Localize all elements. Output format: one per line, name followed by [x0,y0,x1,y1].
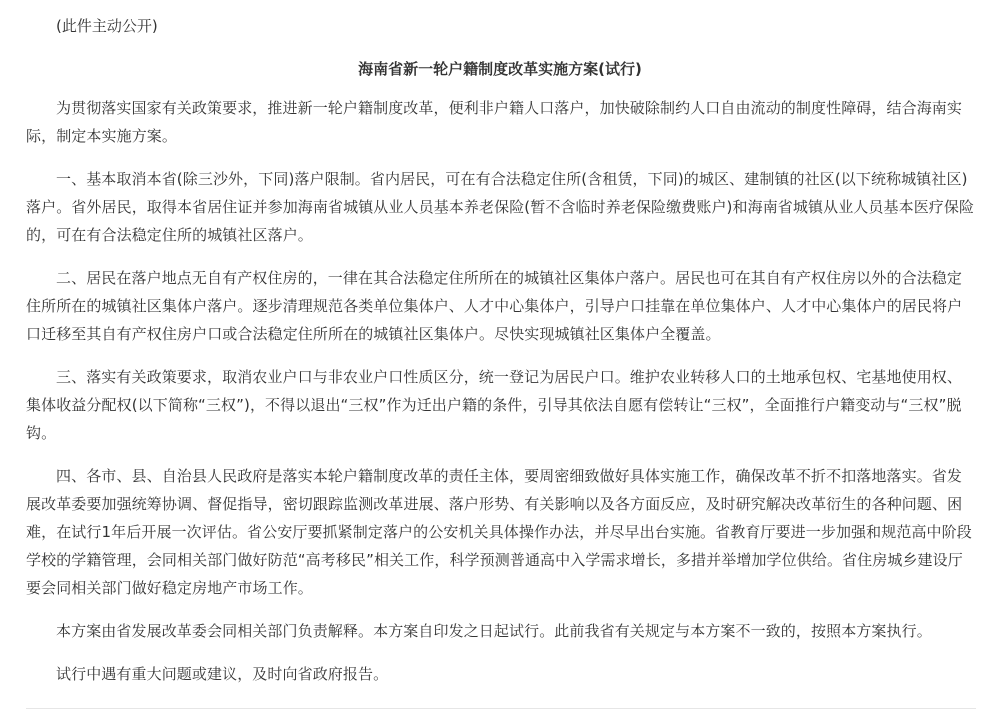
paragraph-item-2: 二、居民在落户地点无自有产权住房的，一律在其合法稳定住所所在的城镇社区集体户落户。居民也可在其自有产权住房以外的合法稳定住所所在的城镇社区集体户落户。逐步清理规范各类单位集体户、人才中心集体户，引导户口挂靠在单位集体户、人才中心集体户的居民将户口迁移至其自有产权住房户口或合法稳定住所所在的城镇社区集体户。尽快实现城镇社区集体户全覆盖。 [26,269,963,343]
footer-divider [26,708,976,709]
paragraph-item-1: 一、基本取消本省(除三沙外，下同)落户限制。省内居民，可在有合法稳定住所(含租赁，下同)的城区、建制镇的社区(以下统称城镇社区)落户。省外居民，取得本省居住证并参加海南省城镇从业人员基本养老保险(暂不含临时养老保险缴费账户)和海南省城镇从业人员基本医疗保险的，可在有合法稳定住所的城镇社区落户。 [26,170,975,244]
document-body [26,94,976,703]
paragraph-item-3: 三、落实有关政策要求，取消农业户口与非农业户口性质区分，统一登记为居民户口。维护农业转移人口的土地承包权、宅基地使用权、集体收益分配权(以下简称“三权”)，不得以退出“三权”作为迁出户籍的条件，引导其依法自愿有偿转让“三权”，全面推行户籍变动与“三权”脱钩。 [26,368,963,442]
disclosure-note: (此件主动公开) [56,17,158,35]
paragraph-intro: 为贯彻落实国家有关政策要求，推进新一轮户籍制度改革，便利非户籍人口落户，加快破除制约人口自由流动的制度性障碍，结合海南实际，制定本实施方案。 [26,99,963,145]
paragraph-item-4: 四、各市、县、自治县人民政府是落实本轮户籍制度改革的责任主体，要周密细致做好具体实施工作，确保改革不折不扣落地落实。省发展改革委要加强统筹协调、督促指导，密切跟踪监测改革进展、落户形势、有关影响以及各方面反应，及时研究解决改革衍生的各种问题、困难，在试行1年后开展一次评估。省公安厅要抓紧制定落户的公安机关具体操作办法，并尽早出台实施。省教育厅要进一步加强和规范高中阶段学校的学籍管理，会同相关部门做好防范“高考移民”相关工作，科学预测普通高中入学需求增长，多措并举增加学位供给。省住房城乡建设厅要会同相关部门做好稳定房地产市场工作。 [26,467,972,597]
paragraph-reporting: 试行中遇有重大问题或建议，及时向省政府报告。 [56,665,389,683]
document-title: 海南省新一轮户籍制度改革实施方案(试行) [358,60,642,78]
paragraph-interpretation: 本方案由省发展改革委会同相关部门负责解释。本方案自印发之日起试行。此前我省有关规定与本方案不一致的，按照本方案执行。 [56,622,932,640]
